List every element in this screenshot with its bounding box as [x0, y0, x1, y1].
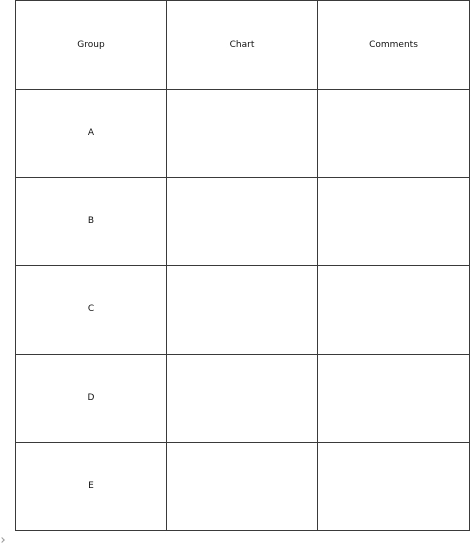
group-cell: E — [16, 442, 167, 530]
comments-cell — [318, 90, 470, 178]
table-row — [16, 354, 470, 442]
group-cell: A — [16, 90, 167, 178]
group-cell: B — [16, 178, 167, 266]
header-group: Group — [16, 1, 167, 90]
header-comments: Comments — [318, 1, 470, 90]
table-row — [16, 178, 470, 266]
table-row — [16, 266, 470, 354]
document-sheet — [15, 0, 469, 531]
comments-cell — [318, 178, 470, 266]
header-chart: Chart — [167, 1, 318, 90]
table-row — [16, 442, 470, 530]
group-chart-table — [15, 0, 470, 531]
comments-cell — [318, 354, 470, 442]
chart-cell — [167, 442, 318, 530]
chart-cell — [167, 354, 318, 442]
table-header-row — [16, 1, 470, 90]
page-corner-chevron-icon — [0, 537, 5, 543]
comments-cell — [318, 442, 470, 530]
comments-cell — [318, 266, 470, 354]
chart-cell — [167, 266, 318, 354]
chart-cell — [167, 90, 318, 178]
group-cell: C — [16, 266, 167, 354]
chart-cell — [167, 178, 318, 266]
table-row — [16, 90, 470, 178]
group-cell: D — [16, 354, 167, 442]
